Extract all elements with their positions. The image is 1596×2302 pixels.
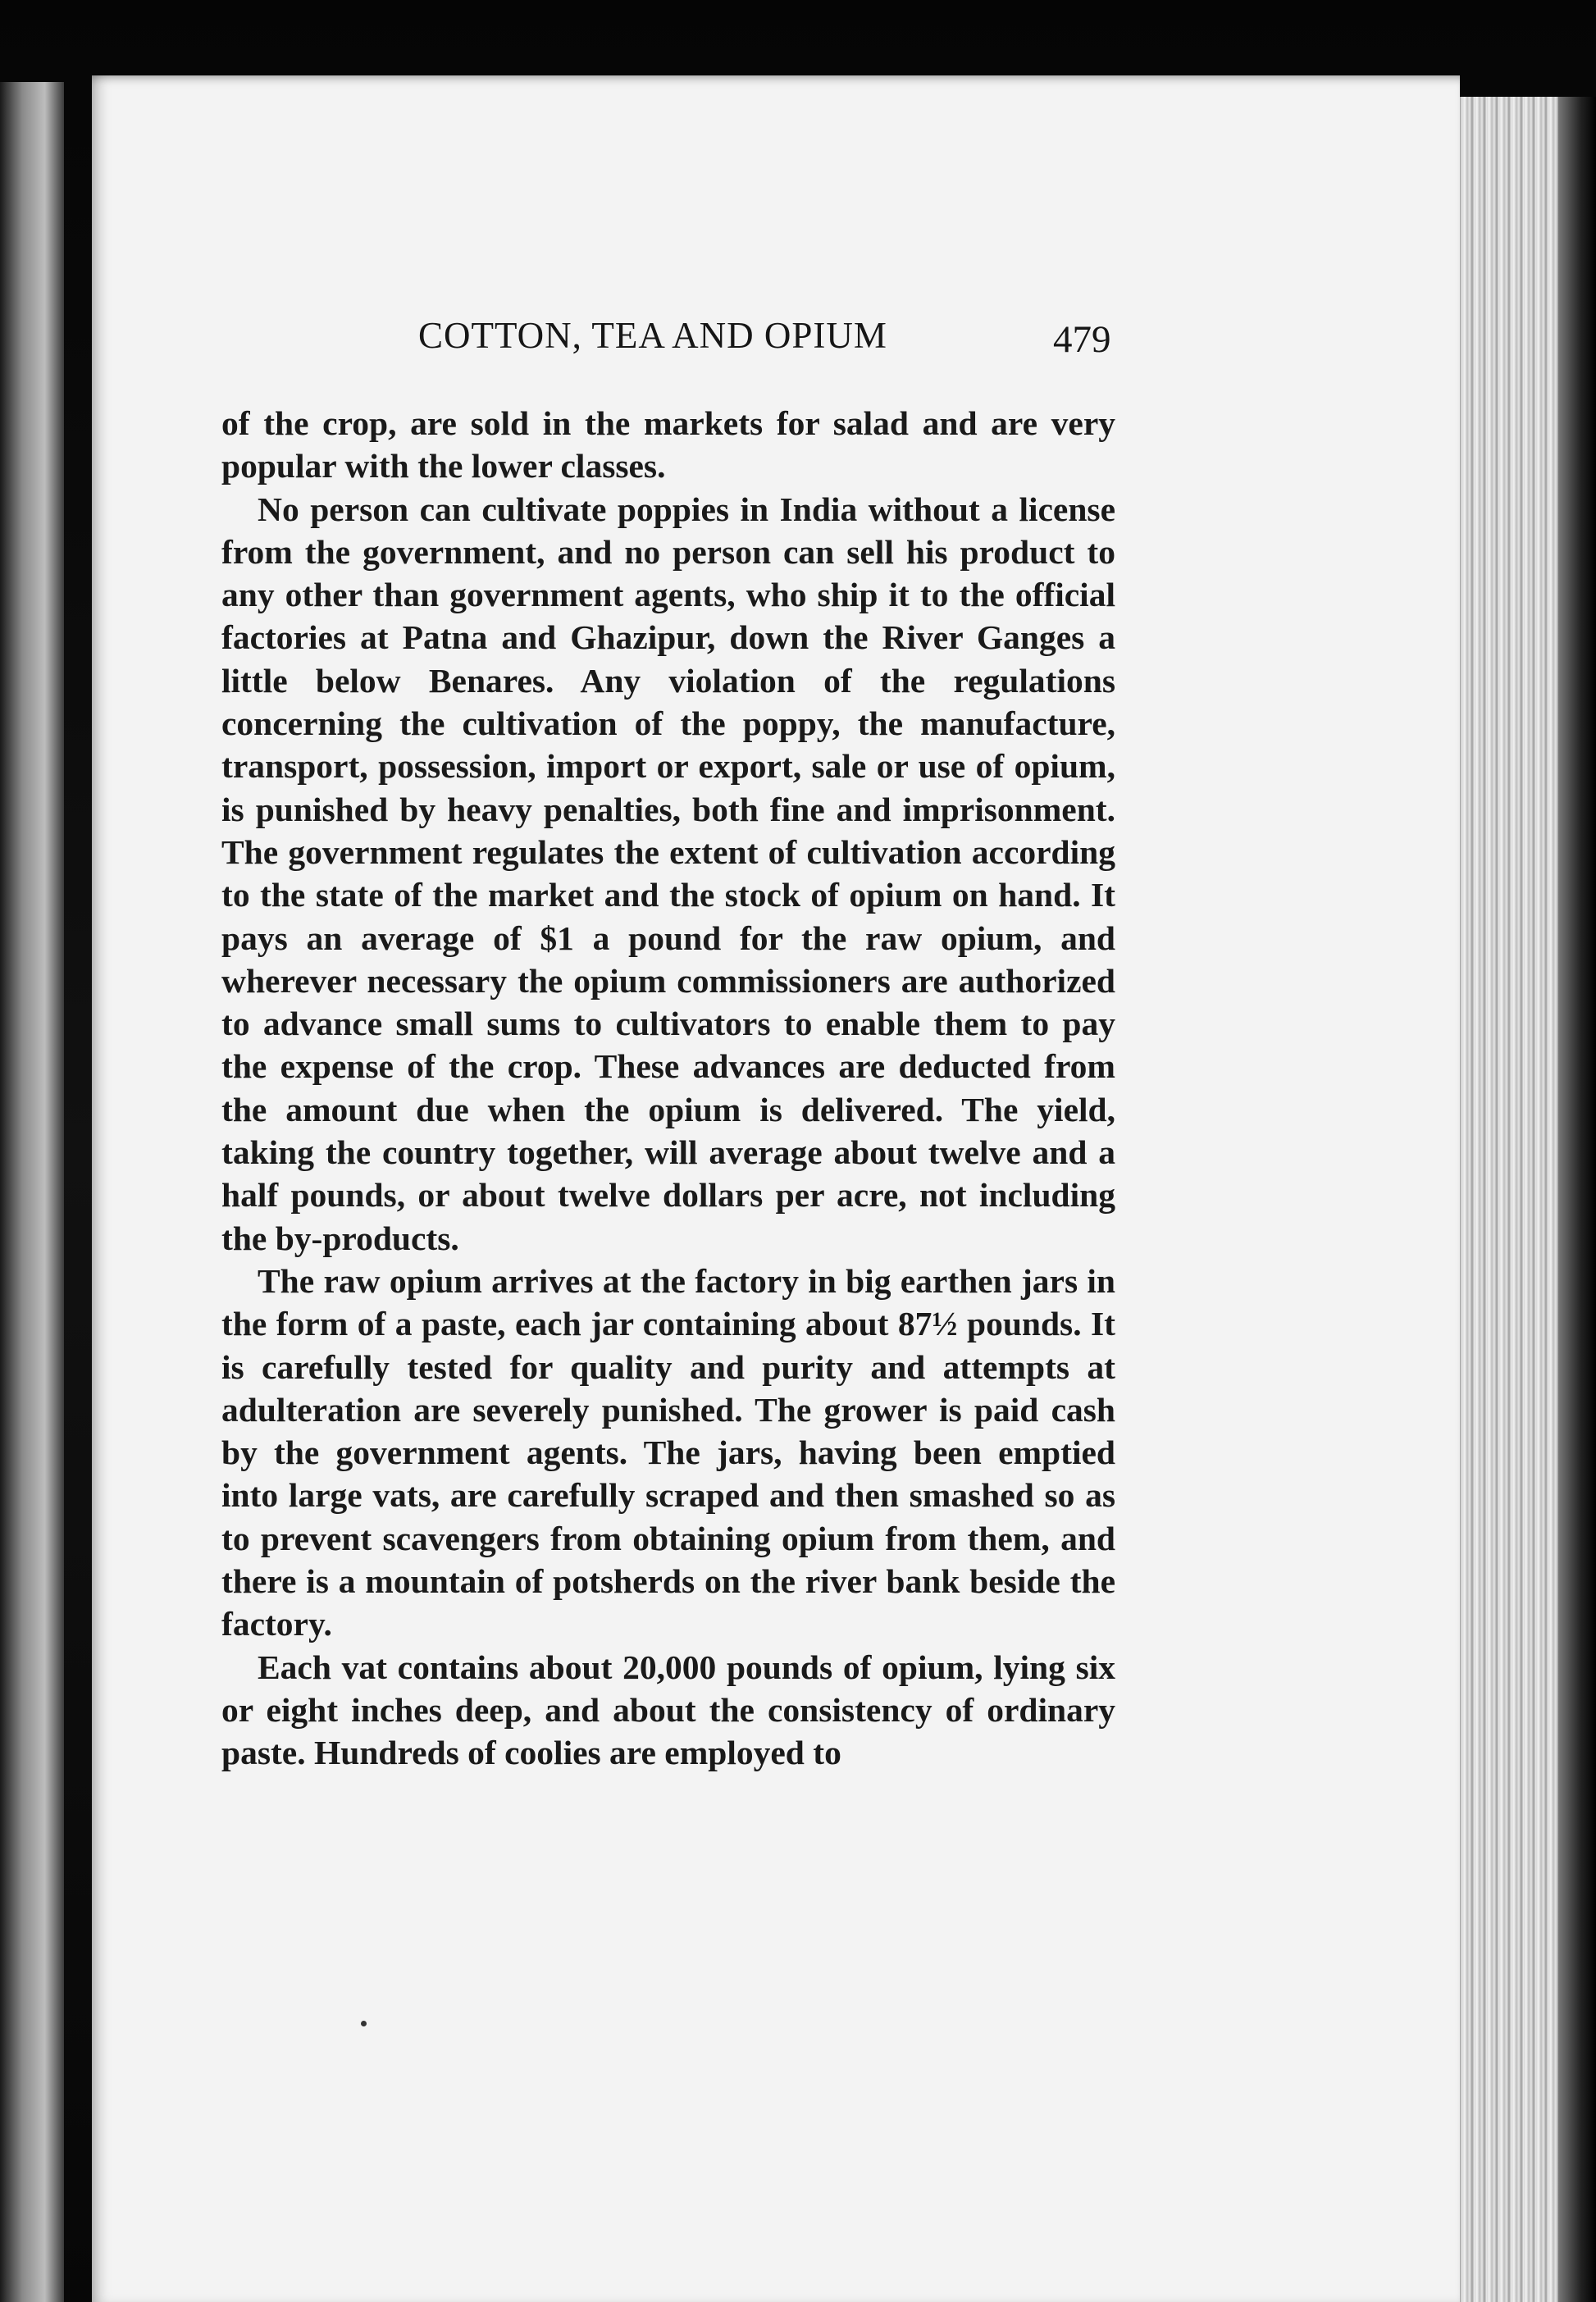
right-page-edges <box>1450 97 1573 2302</box>
running-head <box>221 314 1115 380</box>
paragraph-license: No person can cultivate poppies in India without a license from the government, and no person can sell his product to any other than government agents, who ship it to the official factories at Patna and Ghazipur, down the River Ganges a little below Benares. Any violation of the regulations concerning the cultivation of the poppy, the manufacture, transport, possession, import or export, sale or use of opium, is punished by heavy penalties, both fine and imprisonment. The government regulates the extent of cultivation according to the state of the market and the stock of opium on hand. It pays an average of $1 a pound for the raw opium, and wherever necessary the opium commissioners are authorized to advance small sums to cultivators to enable them to pay the expense of the crop. These advances are deducted from the amount due when the opium is delivered. The yield, taking the country together, will average about twelve and a half pounds, or about twelve dollars per acre, not including the by-products. <box>221 490 1115 1257</box>
right-edge-shadow <box>1558 97 1596 2302</box>
page-number: 479 <box>1053 318 1111 361</box>
body-text <box>221 402 1115 1775</box>
scan-speck <box>361 2021 367 2026</box>
left-page-edge <box>0 82 64 2302</box>
paragraph-raw-opium: The raw opium arrives at the factory in big earthen jars in the form of a paste, each jar containing about 87½ pounds. It is carefully tested for quality and purity and attempts at adulteration are severely punished. The grower is paid cash by the government agents. The jars, having been emptied into large vats, are carefully scraped and then smashed so as to prevent scavengers from obtaining opium from them, and there is a mountain of potsherds on the river bank beside the factory. <box>221 1261 1115 1643</box>
paragraph-continued: of the crop, are sold in the markets for salad and are very popular with the lower classes. <box>221 404 1115 485</box>
running-head-title: COTTON, TEA AND OPIUM <box>418 315 887 356</box>
paragraph-vat: Each vat contains about 20,000 pounds of opium, lying six or eight inches deep, and about the consistency of ordinary paste. Hundreds of coolies are employed to <box>221 1648 1115 1772</box>
